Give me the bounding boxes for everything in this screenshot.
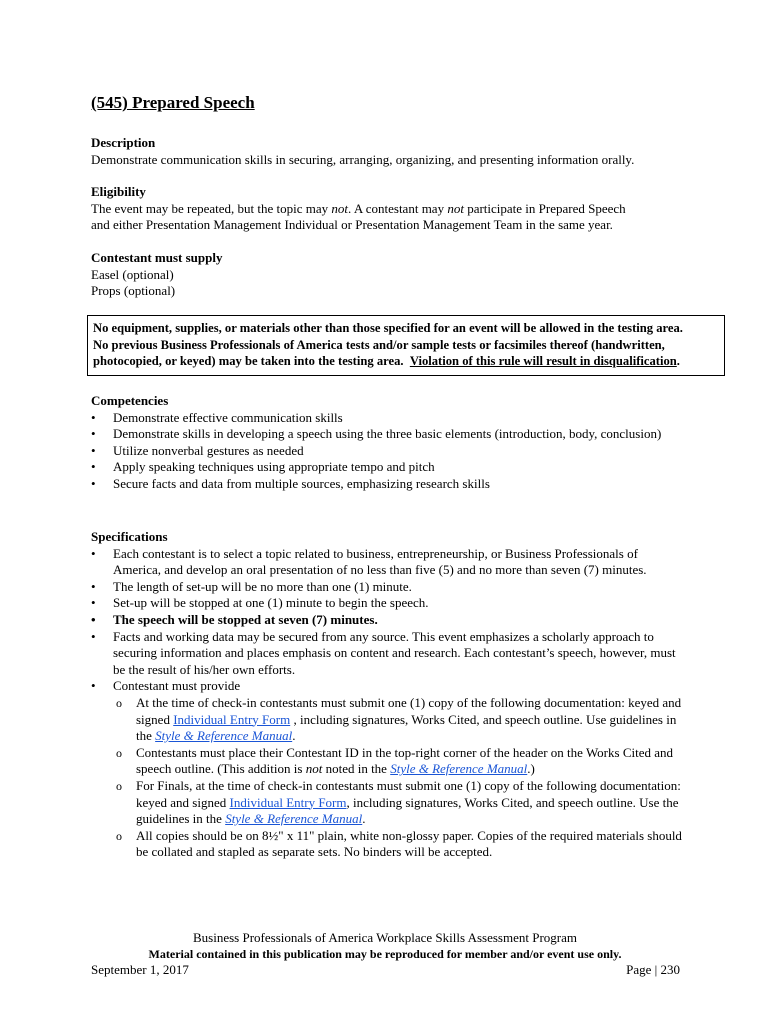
description-section [91,135,691,168]
list-item: • Contestant must provide o At the time of check-in contestants must submit one (1) copy of the following documentation: keyed and signed Individual Entry Form , including signatures, Works Cited, and speech outline. Use guidelines in the Style & Reference Manual. o Contestants must place their Contestant ID in the top-right corner of the header on the Works Cited and speech outline. (This addition is not noted in the Style & Reference Manual.) o For Finals, at the time of check-in contestants must submit one (1) copy of the following documentation: keyed and signed Individual Entry Form, including signatures, Works Cited, and speech outline. Use the guidelines in the Style & Reference Manual. o All copies should be on 8½" x 11" plain, white non-glossy paper. Copies of the required materials should be collated and stapled as separate sets. No binders will be accepted. [91,678,683,861]
style-reference-manual-link[interactable]: Style & Reference Manual [225,811,363,827]
footer-program: Business Professionals of America Workplace Skills Assessment Program [193,930,577,945]
list-item: • Demonstrate skills in developing a speech using the three basic elements (introduction, body, conclusion) [91,426,691,443]
disqualification-warning: Violation of this rule will result in disqualification [409,354,677,368]
list-item: • Utilize nonverbal gestures as needed [91,443,691,460]
footer-date: September 1, 2017 [91,962,189,977]
page-number: Page | 230 [626,962,680,977]
individual-entry-form-link[interactable]: Individual Entry Form [173,711,291,727]
supply-section [91,250,691,300]
individual-entry-form-link[interactable]: Individual Entry Form [229,794,347,810]
supply-heading: Contestant must supply [91,250,223,265]
sub-list-item: o For Finals, at the time of check-in contestants must submit one (1) copy of the following documentation: keyed and signed Individual Entry Form, including signatures, Works Cited, and speech outline. Use the guidelines in the Style & Reference Manual. [91,778,683,828]
competencies-section [91,393,691,493]
list-item: • Apply speaking techniques using appropriate tempo and pitch [91,459,691,476]
eligibility-text: The event may be repeated, but the topic may not. A contestant may not participate in Prepared Speech and either Presentation Management Individual or Presentation Management Team in the same year. [91,200,626,233]
list-item: • Secure facts and data from multiple sources, emphasizing research skills [91,476,691,493]
eligibility-heading: Eligibility [91,184,146,199]
list-item: • Demonstrate effective communication skills [91,410,691,427]
notice-line: photocopied, or keyed) may be taken into the testing area. Violation of this rule will result in disqualification. [93,354,680,368]
disqualification-notice-box [87,315,725,376]
supply-item: Easel (optional) [91,266,174,282]
specifications-heading: Specifications [91,529,168,544]
competencies-list [91,410,691,493]
eligibility-section [91,184,691,234]
description-heading: Description [91,135,156,150]
provide-sublist [91,695,683,861]
notice-line: No equipment, supplies, or materials other than those specified for an event will be allowed in the testing area. [93,321,683,335]
sub-list-item: o All copies should be on 8½" x 11" plain, white non-glossy paper. Copies of the required materials should be collated and stapled as separate sets. No binders will be accepted. [91,828,683,861]
page-title: (545) Prepared Speech [91,93,255,112]
list-item: • Set-up will be stopped at one (1) minute to begin the speech. [91,595,683,612]
list-item: • Each contestant is to select a topic related to business, entrepreneurship, or Business Professionals of America, and develop an oral presentation of no less than five (5) and no more than seven (7) minutes. [91,546,683,579]
sub-list-item: o At the time of check-in contestants must submit one (1) copy of the following documentation: keyed and signed Individual Entry Form , including signatures, Works Cited, and speech outline. Use guidelines in the Style & Reference Manual. [91,695,683,745]
supply-item: Props (optional) [91,283,176,299]
list-item: • Facts and working data may be secured from any source. This event emphasizes a scholarly approach to securing information and places emphasis on content and research. Each contestant’s speech, however, must be the result of his/her own efforts. [91,629,683,679]
sub-list-item: o Contestants must place their Contestant ID in the top-right corner of the header on the Works Cited and speech outline. (This addition is not noted in the Style & Reference Manual.) [91,745,683,778]
footer-note: Material contained in this publication may be reproduced for member and/or event use only. [148,947,622,961]
specifications-section [91,529,683,861]
notice-line: No previous Business Professionals of America tests and/or sample tests or facsimiles thereof (handwritten, [93,337,665,352]
specifications-list [91,546,683,861]
competencies-heading: Competencies [91,393,169,408]
description-text: Demonstrate communication skills in securing, arranging, organizing, and presenting information orally. [91,151,635,167]
style-reference-manual-link[interactable]: Style & Reference Manual [155,728,293,744]
list-item: • The length of set-up will be no more than one (1) minute. [91,579,683,596]
style-reference-manual-link[interactable]: Style & Reference Manual [390,761,528,777]
list-item: • The speech will be stopped at seven (7) minutes. [91,612,683,629]
